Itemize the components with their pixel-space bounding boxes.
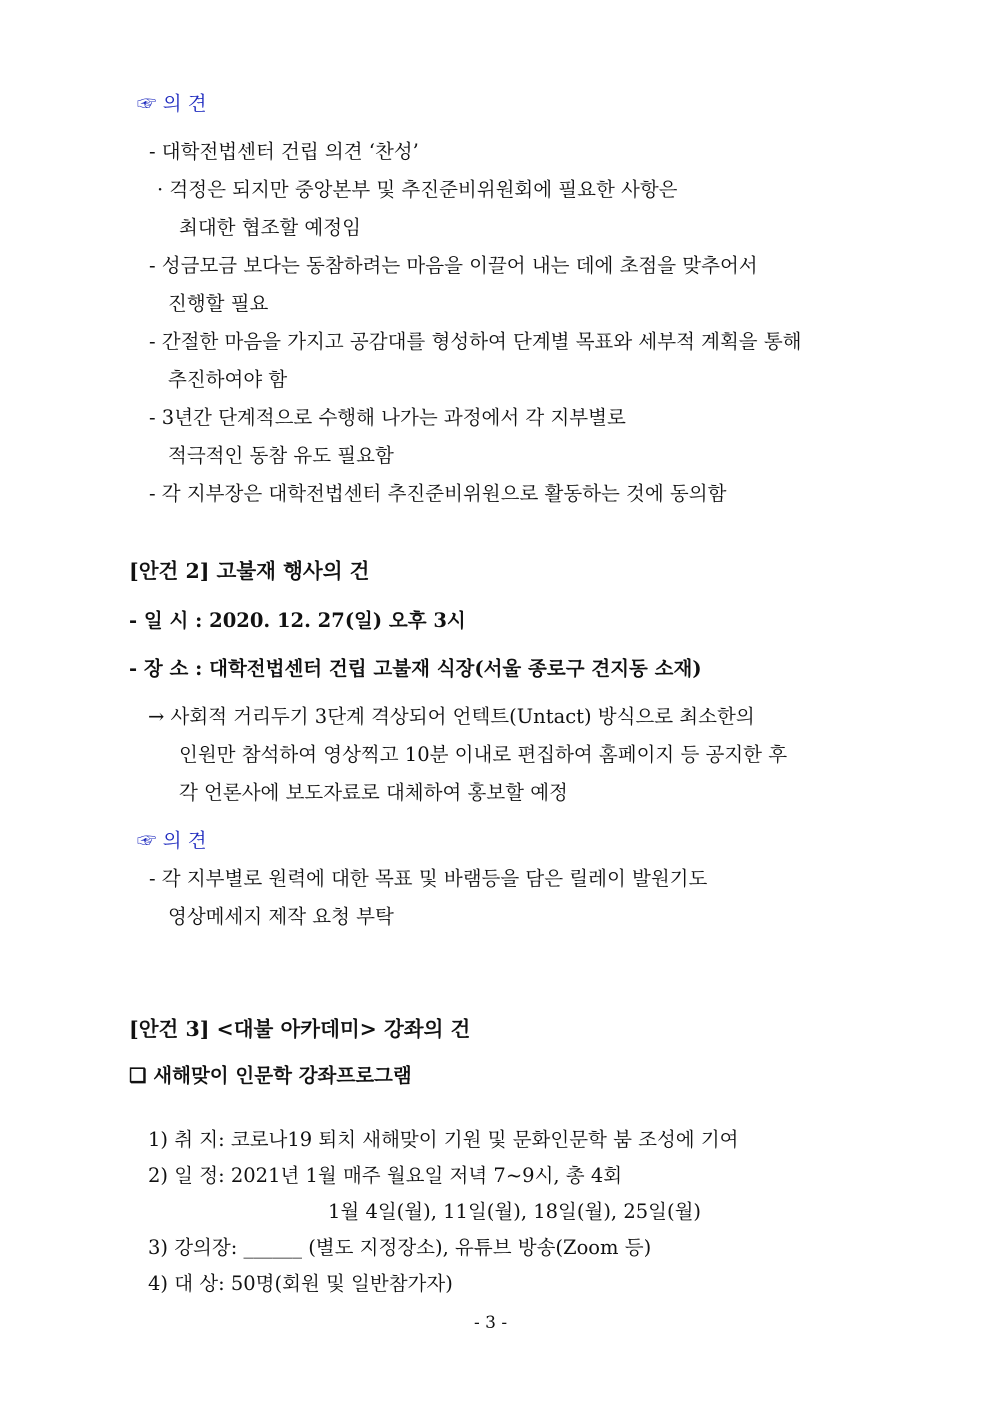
agenda3-item: 2) 일 정: 2021년 1월 매주 월요일 저녁 7~9시, 총 4회 <box>148 1164 623 1187</box>
agenda2-note: 각 언론사에 보도자료로 대체하여 홍보할 예정 <box>179 781 568 804</box>
agenda2-place: - 장 소 : 대학전법센터 건립 고불재 식장(서울 종로구 견지동 소재) <box>129 657 702 680</box>
opinion-line: · 걱정은 되지만 중앙본부 및 추진준비위원회에 필요한 사항은 <box>157 178 678 201</box>
opinion-line: - 각 지부장은 대학전법센터 추진준비위원으로 활동하는 것에 동의함 <box>149 482 727 505</box>
opinion-line: 진행할 필요 <box>168 292 269 315</box>
agenda2-opinion-line: - 각 지부별로 원력에 대한 목표 및 바램등을 담은 릴레이 발원기도 <box>149 867 708 890</box>
agenda3-item: 4) 대 상: 50명(회원 및 일반참가자) <box>148 1272 453 1295</box>
agenda3-item: 3) 강의장: ______ (별도 지정장소), 유튜브 방송(Zoom 등) <box>148 1236 652 1259</box>
agenda3-item: 1) 취 지: 코로나19 퇴치 새해맞이 기원 및 문화인문학 붐 조성에 기여 <box>148 1128 739 1151</box>
opinion-line: - 간절한 마음을 가지고 공감대를 형성하여 단계별 목표와 세부적 계획을 통해 <box>149 330 802 353</box>
opinion-line: 추진하여야 함 <box>168 368 288 391</box>
agenda2-title: [안건 2] 고불재 행사의 건 <box>129 559 370 583</box>
opinion-line: 적극적인 동참 유도 필요함 <box>168 444 394 467</box>
agenda3-item: 1월 4일(월), 11일(월), 18일(월), 25일(월) <box>328 1200 702 1223</box>
page-number: - 3 - <box>474 1313 508 1333</box>
agenda3-program: ❑ 새해맞이 인문학 강좌프로그램 <box>129 1064 412 1087</box>
agenda3-title: [안건 3] <대불 아카데미> 강좌의 건 <box>129 1017 471 1041</box>
opinion-heading: ☞ 의 견 <box>137 92 207 115</box>
agenda2-note: → 사회적 거리두기 3단계 격상되어 언텍트(Untact) 방식으로 최소한의 <box>148 705 755 728</box>
agenda2-note: 인원만 참석하여 영상찍고 10분 이내로 편집하여 홈페이지 등 공지한 후 <box>179 743 788 766</box>
opinion-line: - 대학전법센터 건립 의견 ‘찬성’ <box>149 140 419 163</box>
opinion-line: - 성금모금 보다는 동참하려는 마음을 이끌어 내는 데에 초점을 맞추어서 <box>149 254 758 277</box>
agenda2-opinion-heading: ☞ 의 견 <box>137 829 207 852</box>
opinion-line: 최대한 협조할 예정임 <box>179 216 361 239</box>
opinion-line: - 3년간 단계적으로 수행해 나가는 과정에서 각 지부별로 <box>149 406 626 429</box>
agenda2-opinion-line: 영상메세지 제작 요청 부탁 <box>168 905 394 928</box>
agenda2-datetime: - 일 시 : 2020. 12. 27(일) 오후 3시 <box>129 609 466 632</box>
